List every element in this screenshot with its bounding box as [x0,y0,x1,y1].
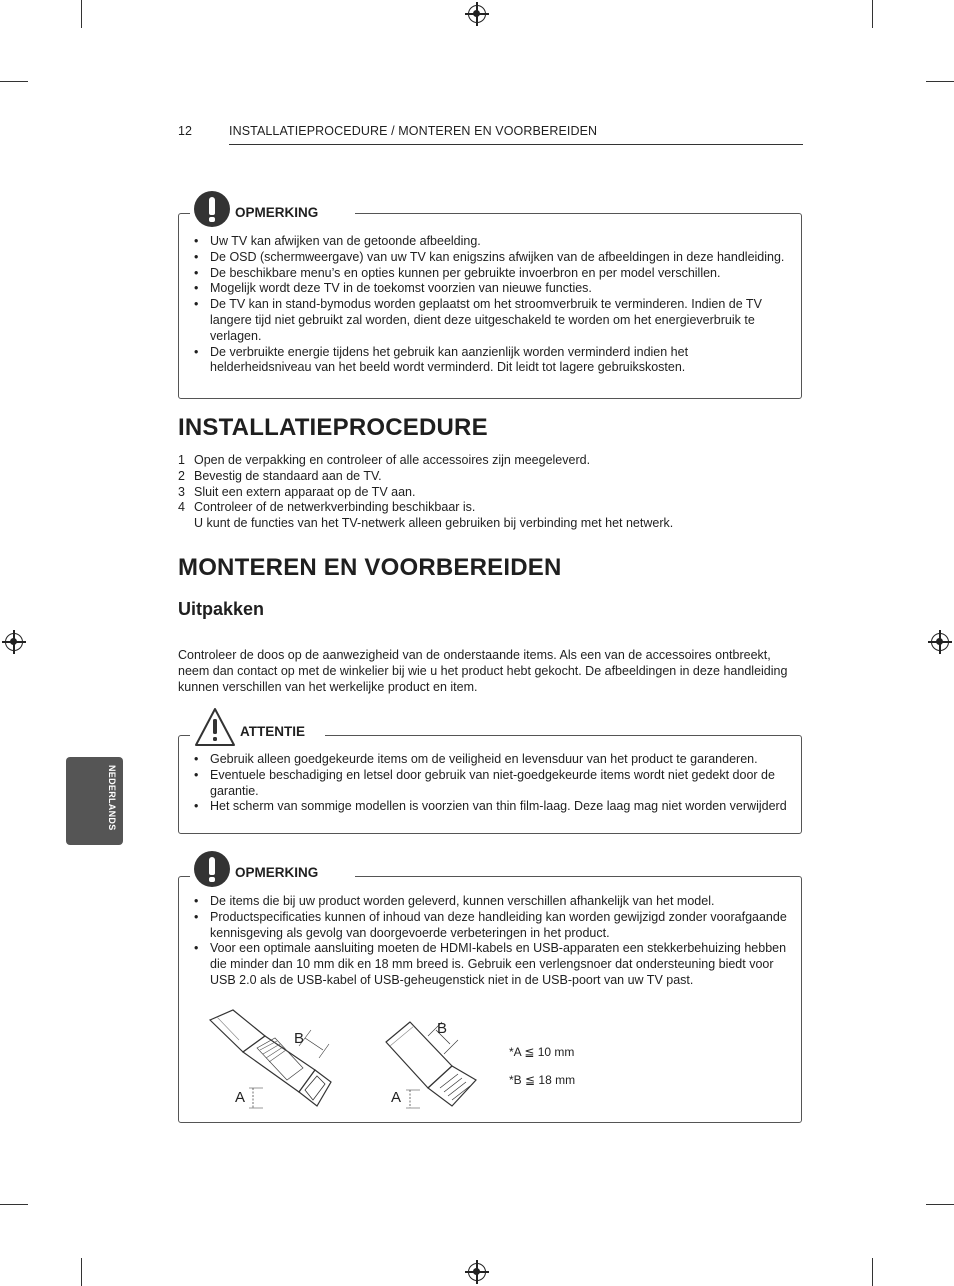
note-title: OPMERKING [231,865,322,880]
list-item: • Voor een optimale aansluiting moeten de HDMI-kabels en USB-apparaten een stekkerbehuizing hebben die minder dan 10 mm dik en 18 mm breed is. Gebruik een verlengsnoer dat ondersteuning biedt voor USB 2.0 als de USB-kabel of USB-geheugenstick niet in de USB-poort van uw TV past. [191,941,789,988]
step-item: 3 Sluit een extern apparaat op de TV aan. [178,484,416,499]
running-header: INSTALLATIEPROCEDURE / MONTEREN EN VOORBEREIDEN [229,124,598,138]
crop-mark [926,81,954,82]
list-item: • De verbruikte energie tijdens het gebruik kan aanzienlijk worden verminderd indien het helderheidsniveau van het beeld wordt verminderd. Dit leidt tot lagere gebruikskosten. [191,345,789,377]
registration-mark-icon [931,633,949,651]
list-item: • De OSD (schermweergave) van uw TV kan enigszins afwijken van de afbeeldingen in deze handleiding. [191,250,789,266]
list-item: • Uw TV kan afwijken van de getoonde afbeelding. [191,234,789,250]
note-box [178,213,802,399]
list-item: • Eventuele beschadiging en letsel door gebruik van niet-goedgekeurde items wordt niet gedekt door de garantie. [191,768,789,800]
list-item: • De items die bij uw product worden geleverd, kunnen verschillen afhankelijk van het model. [191,894,789,910]
step-item: 1 Open de verpakking en controleer of alle accessoires zijn meegeleverd. [178,453,591,467]
hdmi-plug-illustration [205,1008,340,1113]
note-list [191,234,789,376]
crop-mark [872,1258,873,1286]
install-steps [178,453,778,532]
list-item: • Het scherm van sommige modellen is voorzien van thin film-laag. Deze laag mag niet worden verwijderd [191,799,789,815]
exclamation-icon [194,191,230,227]
caution-title: ATTENTIE [236,724,309,739]
section-heading: INSTALLATIEPROCEDURE [178,414,488,441]
crop-mark [81,0,82,28]
registration-mark-icon [468,5,486,23]
page-number: 12 [178,124,192,138]
step-item: 2 Bevestig de standaard aan de TV. [178,468,382,483]
note-list [191,894,789,989]
caution-box [178,735,802,834]
language-tab [66,757,123,845]
exclamation-icon [194,851,230,887]
registration-mark-icon [5,633,23,651]
dimension-label-b: B [294,1030,305,1047]
crop-mark [872,0,873,28]
body-paragraph: Controleer de doos op de aanwezigheid van de onderstaande items. Als een van de accessoires ontbreekt, neem dan contact op met de winkelier bij wie u het product hebt gekocht. De afbeeldingen in deze handleiding kunnen verschillen van het werkelijke product en item. [178,648,788,694]
subsection-heading: Uitpakken [178,599,265,619]
step-item: 4 Controleer of de netwerkverbinding beschikbaar is. [178,500,476,515]
registration-mark-icon [468,1263,486,1281]
caution-list [191,752,789,815]
list-item: • Productspecificaties kunnen of inhoud van deze handleiding kan worden gewijzigd zonder voorafgaande kennisgeving als gevolg van doorgevoerde verbeteringen in het product. [191,910,789,942]
list-item: • De TV kan in stand-bymodus worden geplaatst om het stroomverbruik te verminderen. Indien de TV langere tijd niet gebruikt zal worden, dient deze uitgeschakeld te worden om het energieverbruik te verlagen. [191,297,789,344]
dimension-label-a: A [235,1089,246,1106]
spec-b: *B ≦ 18 mm [509,1073,576,1087]
warning-triangle-icon [194,707,236,747]
list-item: • De beschikbare menu’s en opties kunnen per gebruikte invoerbron en per model verschillen. [191,266,789,282]
language-tab-label: NEDERLANDS [107,765,117,831]
dimension-label-b: B [437,1020,448,1037]
crop-mark [0,1204,28,1205]
crop-mark [0,81,28,82]
spec-a: *A ≦ 10 mm [509,1045,575,1059]
crop-mark [926,1204,954,1205]
section-heading: MONTEREN EN VOORBEREIDEN [178,554,562,581]
dimension-label-a: A [391,1089,402,1106]
note-title: OPMERKING [231,205,322,220]
step-item: U kunt de functies van het TV-netwerk alleen gebruiken bij verbinding met het netwerk. [194,516,674,531]
crop-mark [81,1258,82,1286]
list-item: • Gebruik alleen goedgekeurde items om de veiligheid en levensduur van het product te garanderen. [191,752,789,768]
header-rule [229,144,803,145]
list-item: • Mogelijk wordt deze TV in de toekomst voorzien van nieuwe functies. [191,281,789,297]
